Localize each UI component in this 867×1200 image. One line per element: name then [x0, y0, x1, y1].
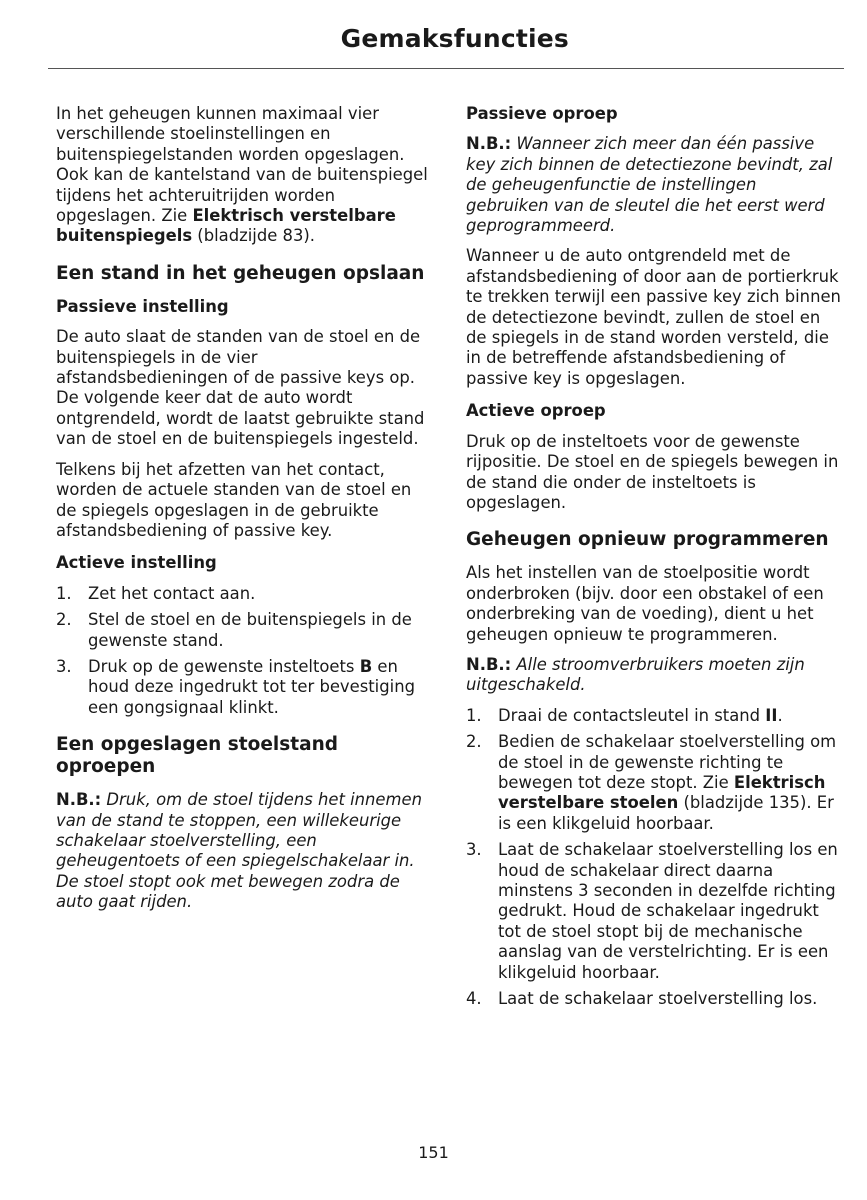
paragraph: De auto slaat de standen van de stoel en de buitenspiegels in de vier afstandsbedieningen of de passive keys op. De volgende keer dat de auto wordt ontgrendeld, wordt de laatst gebruikte stand van de stoel en de buitenspiegels ingesteld.	[56, 327, 425, 449]
note: N.B.: Wanneer zich meer dan één passive key zich binnen de detectiezone bevindt, zal de geheugenfunctie de instellingen gebruiken van de sleutel die het eerst werd geprogrammeerd.	[466, 134, 833, 236]
list-item: 3. Druk op de gewenste insteltoets B en houd deze ingedrukt tot ter bevestiging een gongsignaal klinkt.	[56, 656, 415, 717]
paragraph: Telkens bij het afzetten van het contact, worden de actuele standen van de stoel en de spiegels opgeslagen in de gebruikte afstandsbediening of passive key.	[56, 459, 412, 540]
list-item: 2. Stel de stoel en de buitenspiegels in de gewenste stand.	[56, 610, 412, 650]
paragraph: Wanneer u de auto ontgrendeld met de afstandsbediening of door aan de portierkruk te trekken terwijl een passive key zich binnen de detectiezone bevindt, zullen de stoel en de spiegels in de stand worden versteld, die in de betreffende afstandsbediening of passive key is opgeslagen.	[466, 246, 841, 388]
page-header	[48, 22, 844, 69]
page-number: 151	[418, 1143, 449, 1162]
steps-list	[466, 706, 844, 1010]
steps-list	[56, 584, 432, 718]
list-item: 2. Bedien de schakelaar stoelverstelling om de stoel in de gewenste richting te bewegen tot deze stopt. Zie Elektrisch verstelbare stoelen (bladzijde 135). Er is een klikgeluid hoorbaar.	[466, 732, 837, 833]
note: N.B.: Druk, om de stoel tijdens het innemen van de stand te stoppen, een willekeurige schakelaar stoelverstelling, een geheugentoets of een spiegelschakelaar in. De stoel stopt ook met bewegen zodra de auto gaat rijden.	[56, 790, 422, 912]
intro-paragraph: In het geheugen kunnen maximaal vier verschillende stoelinstellingen en buitenspiegelstanden worden opgeslagen. Ook kan de kantelstand van de buitenspiegel tijdens het achteruitrijden worden opgeslagen. Zie Elektrisch verstelbare buitenspiegels (bladzijde 83).	[56, 104, 428, 246]
left-column	[56, 104, 432, 923]
page-title: Gemaksfuncties	[340, 24, 569, 53]
list-item: 1. Draai de contactsleutel in stand II.	[466, 705, 783, 725]
cross-reference: Elektrisch verstelbare buitenspiegels	[56, 206, 396, 246]
right-column	[466, 104, 844, 1019]
paragraph: Druk op de insteltoets voor de gewenste rijpositie. De stoel en de spiegels bewegen in de stand die onder de insteltoets is opgeslagen.	[466, 431, 839, 512]
list-item: 4. Laat de schakelaar stoelverstelling los.	[466, 989, 818, 1009]
subheading-passieve-instelling: Passieve instelling	[56, 296, 229, 316]
subheading-actieve-instelling: Actieve instelling	[56, 553, 217, 573]
cross-reference: Elektrisch verstelbare stoelen	[498, 772, 826, 813]
subheading-passieve-oproep: Passieve oproep	[466, 104, 618, 123]
list-item: 1. Zet het contact aan.	[56, 583, 256, 603]
subheading-actieve-oproep: Actieve oproep	[466, 401, 606, 421]
section-heading-opslaan: Een stand in het geheugen opslaan	[56, 262, 425, 284]
section-heading-herprogrammeren: Geheugen opnieuw programmeren	[466, 529, 829, 551]
paragraph: Als het instellen van de stoelpositie wordt onderbroken (bijv. door een obstakel of een onderbreking van de voeding), dient u het geheugen opnieuw te programmeren.	[466, 563, 824, 644]
list-item: 3. Laat de schakelaar stoelverstelling los en houd de schakelaar direct daarna minstens 3 seconden in dezelfde richting gedrukt. Houd de schakelaar ingedrukt tot de stoel stopt bij de mechanische aanslag van de verstelrichting. Er is een klikgeluid hoorbaar.	[466, 840, 838, 982]
note: N.B.: Alle stroomverbruikers moeten zijn uitgeschakeld.	[466, 654, 805, 695]
section-heading-oproepen: Een opgeslagen stoelstand oproepen	[56, 734, 338, 778]
